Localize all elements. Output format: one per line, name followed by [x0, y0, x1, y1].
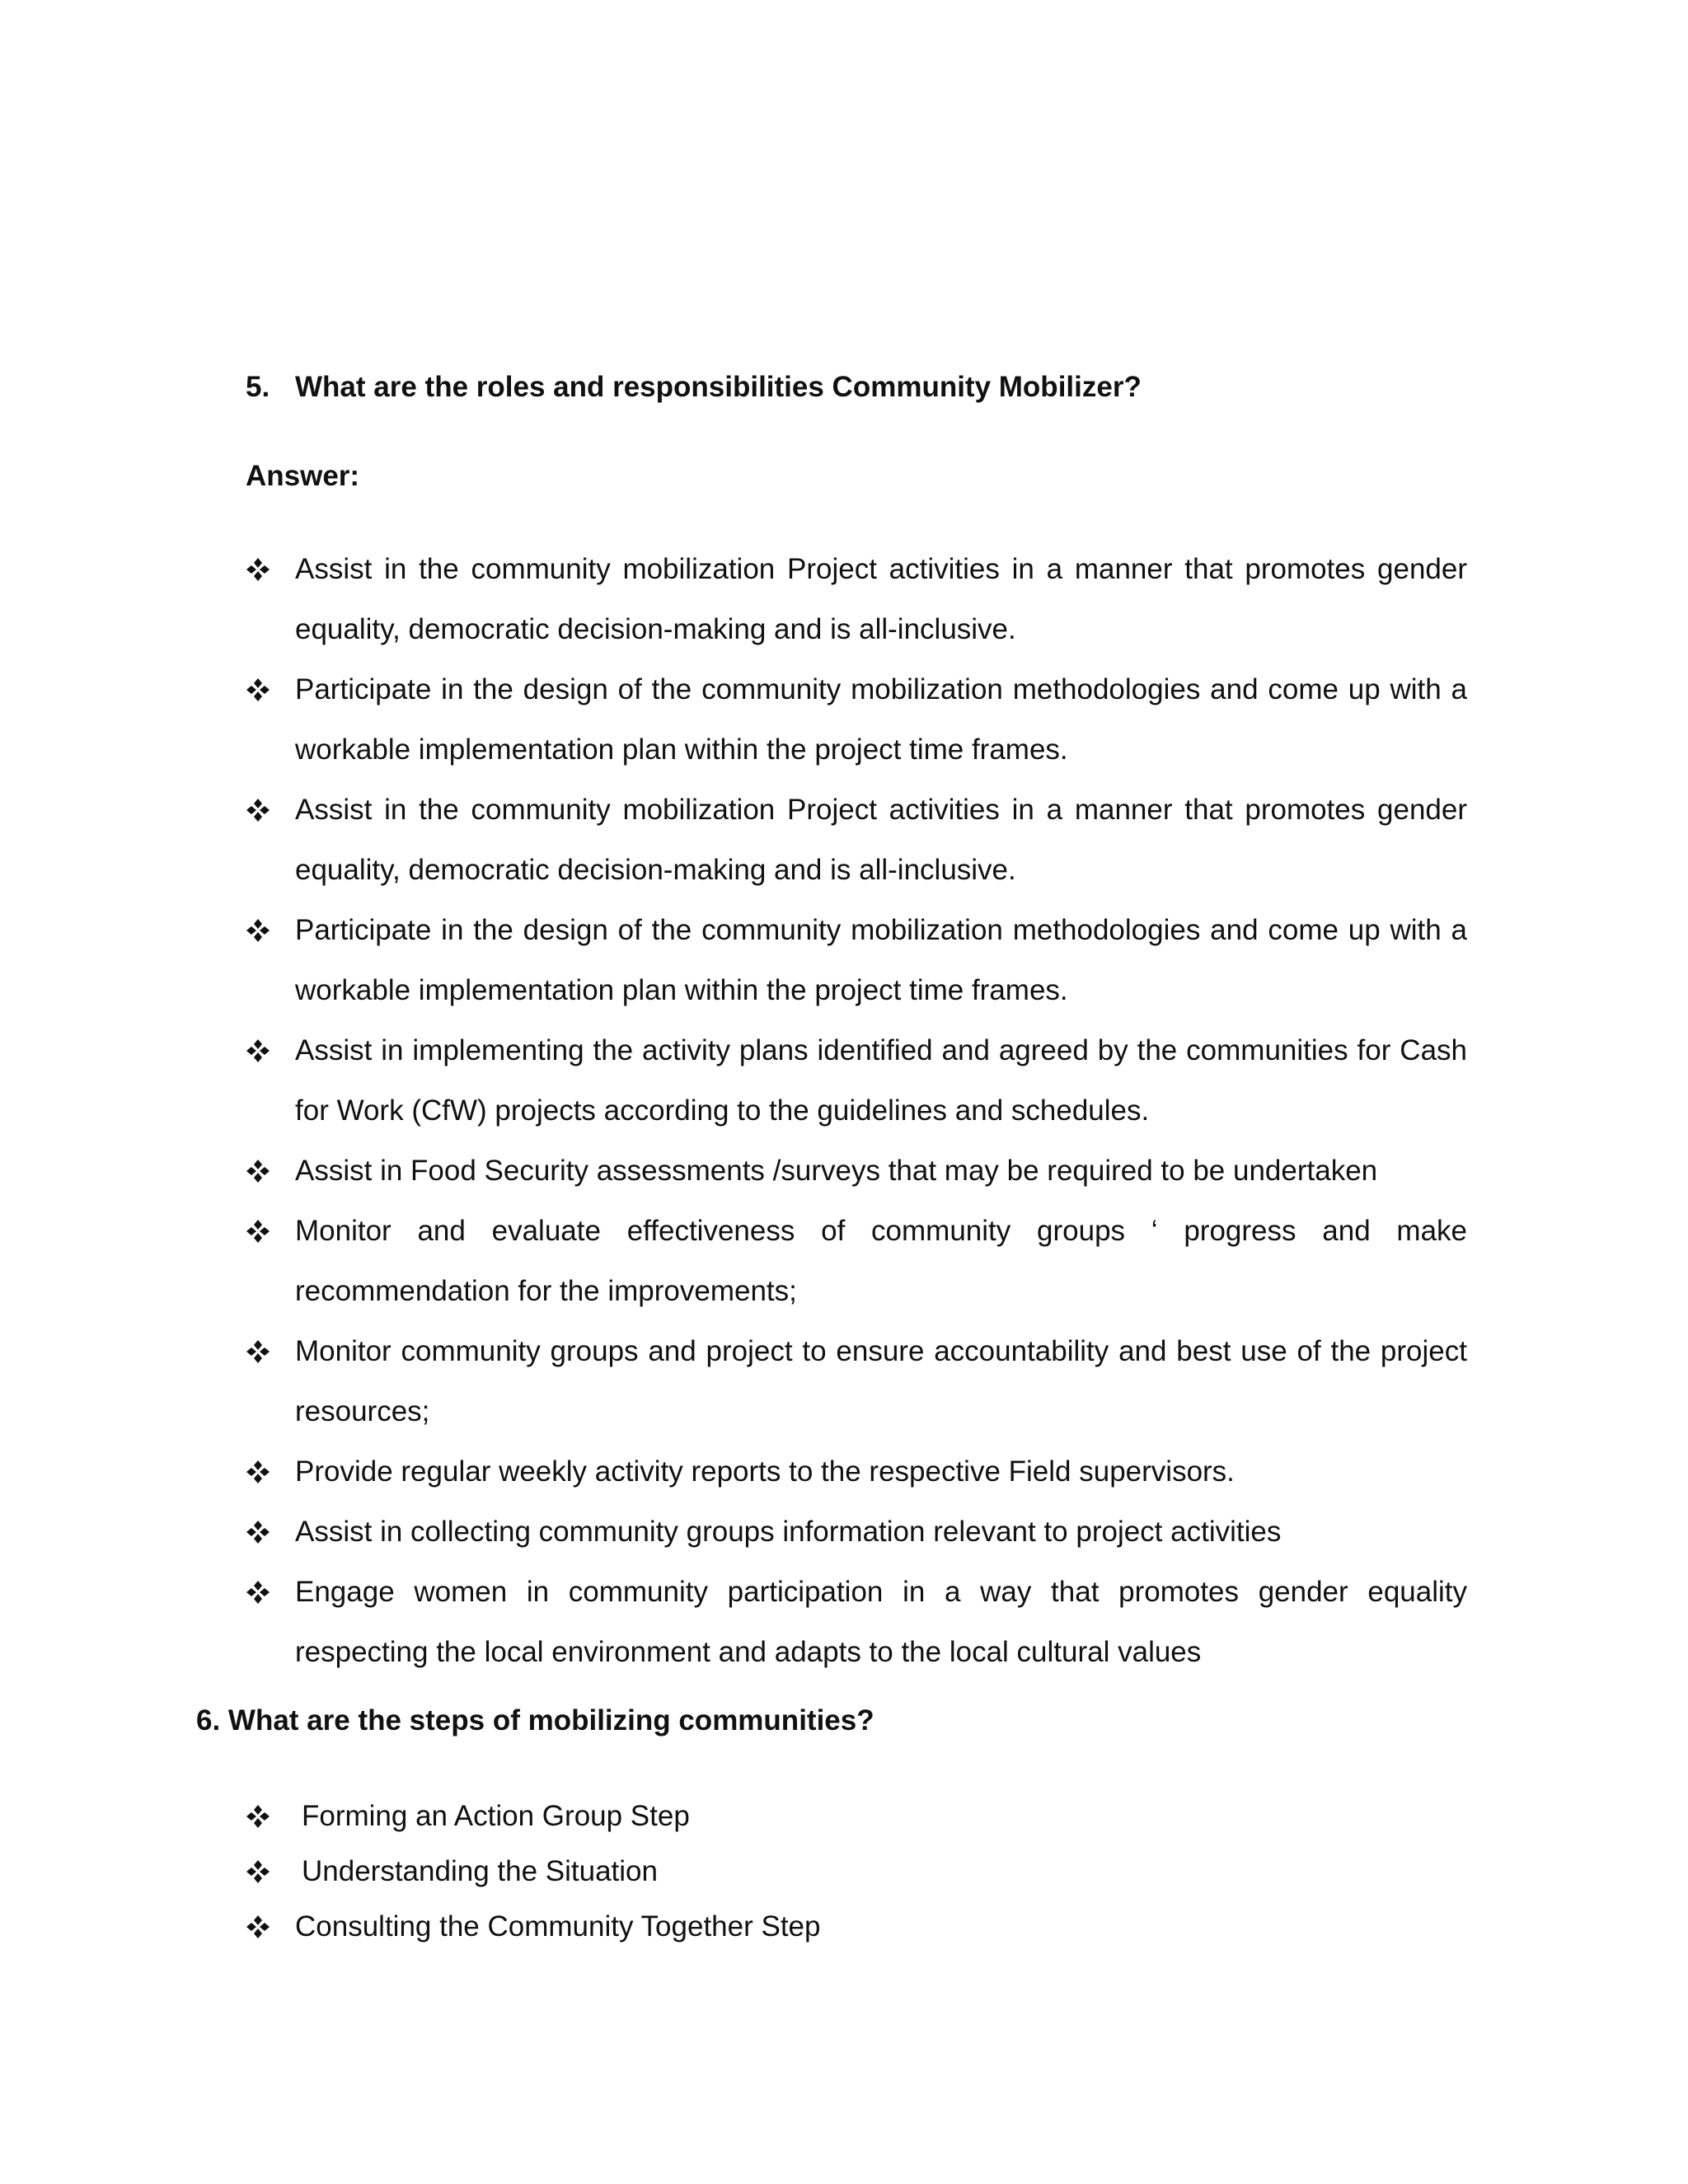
four-diamond-bullet-icon: [246, 1159, 270, 1183]
bullet-text: Assist in the community mobilization Project activities in a manner that promotes gender equality, democratic decision-making and is all-inclusive.: [295, 794, 1467, 886]
four-diamond-bullet-icon: [246, 1520, 270, 1544]
question-5-number: 5.: [246, 371, 270, 403]
four-diamond-bullet-icon: [246, 798, 270, 823]
step-text: Understanding the Situation: [302, 1855, 658, 1887]
list-item: [246, 1020, 1467, 1141]
mobilizing-steps-list: [246, 1788, 1400, 1954]
four-diamond-bullet-icon: [246, 1460, 270, 1484]
list-item: [246, 1321, 1467, 1441]
four-diamond-bullet-icon: [246, 677, 270, 702]
list-item: [246, 1502, 1467, 1562]
list-item: [246, 659, 1467, 780]
question-5-text: What are the roles and responsibilities Community Mobilizer?: [295, 371, 1142, 403]
roles-bullet-list: [246, 539, 1467, 1682]
list-item: [246, 1441, 1467, 1502]
four-diamond-bullet-icon: [246, 1339, 270, 1364]
four-diamond-bullet-icon: [246, 1859, 270, 1884]
question-6-heading: 6. What are the steps of mobilizing communities?: [196, 1704, 874, 1736]
four-diamond-bullet-icon: [246, 557, 270, 582]
four-diamond-bullet-icon: [246, 1915, 270, 1939]
bullet-text: Assist in the community mobilization Project activities in a manner that promotes gender equality, democratic decision-making and is all-inclusive.: [295, 553, 1467, 645]
bullet-text: Assist in collecting community groups information relevant to project activities: [295, 1516, 1282, 1548]
list-item: [246, 780, 1467, 900]
list-item: [246, 1562, 1467, 1682]
list-item: [246, 1788, 1400, 1844]
bullet-text: Assist in Food Security assessments /surveys that may be required to be undertaken: [295, 1155, 1378, 1187]
bullet-text: Engage women in community participation in a way that promotes gender equality respecting the local environment and adapts to the local cultural values: [295, 1576, 1467, 1668]
bullet-text: Participate in the design of the community mobilization methodologies and come up with a workable implementation plan within the project time frames.: [295, 673, 1467, 766]
step-text: Consulting the Community Together Step: [295, 1910, 821, 1943]
list-item: [246, 1201, 1467, 1321]
step-text: Forming an Action Group Step: [302, 1800, 690, 1832]
bullet-text: Monitor and evaluate effectiveness of community groups ‘ progress and make recommendation for the improvements;: [295, 1215, 1467, 1307]
list-item: [246, 1844, 1400, 1899]
bullet-text: Assist in implementing the activity plans identified and agreed by the communities for Cash for Work (CfW) projects according to the guidelines and schedules.: [295, 1034, 1467, 1127]
bullet-text: Participate in the design of the community mobilization methodologies and come up with a workable implementation plan within the project time frames.: [295, 914, 1467, 1006]
bullet-text: Monitor community groups and project to ensure accountability and best use of the project resources;: [295, 1335, 1467, 1427]
four-diamond-bullet-icon: [246, 1804, 270, 1829]
list-item: [246, 1141, 1467, 1201]
four-diamond-bullet-icon: [246, 1038, 270, 1063]
four-diamond-bullet-icon: [246, 918, 270, 943]
list-item: [246, 539, 1467, 659]
four-diamond-bullet-icon: [246, 1219, 270, 1244]
answer-label: Answer:: [246, 460, 360, 492]
four-diamond-bullet-icon: [246, 1580, 270, 1605]
question-5-heading: [246, 371, 1142, 404]
list-item: [246, 900, 1467, 1020]
bullet-text: Provide regular weekly activity reports to the respective Field supervisors.: [295, 1455, 1235, 1488]
list-item: [246, 1899, 1400, 1954]
